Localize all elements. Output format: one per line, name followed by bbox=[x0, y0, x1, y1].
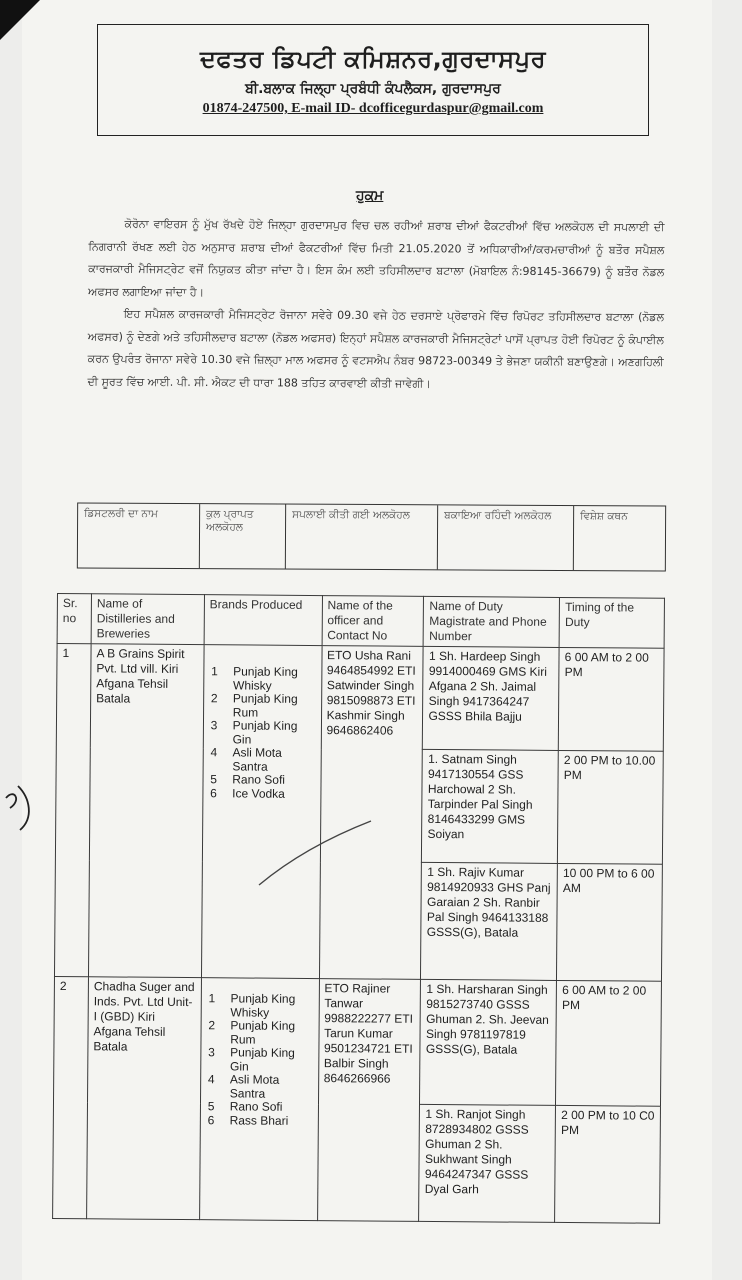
table-row bbox=[54, 976, 662, 1106]
office-address: ਬੀ.ਬਲਾਕ ਜਿਲ੍ਹਾ ਪ੍ਰਬੰਧੀ ਕੰਪਲੈਕਸ, ਗੁਰਦਾਸਪੁਰ bbox=[245, 81, 501, 97]
row1-shift3-magistrate: 1 Sh. Rajiv Kumar 9814920933 GHS Panj Garaian 2 Sh. Ranbir Pal Singh 9464133188 GSSS(G), Batala bbox=[421, 862, 558, 980]
row1-name: A B Grains Spirit Pvt. Ltd vill. Kiri Afgana Tehsil Batala bbox=[88, 644, 203, 978]
proforma-col-supplied: ਸਪਲਾਈ ਕੀਤੀ ਗਈ ਅਲਕੋਹਲ bbox=[286, 505, 438, 570]
proforma-table bbox=[77, 502, 666, 571]
table-header-row bbox=[57, 594, 664, 649]
table-row bbox=[56, 644, 664, 752]
office-title: ਦਫਤਰ ਡਿਪਟੀ ਕਮਿਸ਼ਨਰ,ਗੁਰਦਾਸਪੁਰ bbox=[200, 45, 546, 73]
row2-shift2-timing: 2 00 PM to 10 C0 PM bbox=[555, 1105, 661, 1223]
row1-shift2-magistrate: 1. Satnam Singh 9417130554 GSS Harchowal 2 Sh. Tarpinder Pal Singh 8146433299 GMS Soiyan bbox=[422, 749, 559, 863]
pen-stroke-icon bbox=[255, 815, 375, 890]
header-brands: Brands Produced bbox=[204, 595, 322, 646]
row2-sr: 2 bbox=[53, 976, 89, 1218]
list-item: 4 Asli Mota Santra bbox=[210, 745, 282, 774]
order-text bbox=[87, 213, 664, 397]
handwritten-mark-icon bbox=[0, 778, 44, 838]
list-item: 3 Punjab King Gin bbox=[210, 718, 298, 747]
row1-shift2-timing: 2 00 PM to 10.00 PM bbox=[558, 750, 664, 864]
row1-brands bbox=[201, 645, 321, 979]
header-officer: Name of the officer and Contact No bbox=[322, 596, 424, 647]
row1-shift3-timing: 10 00 PM to 6 00 AM bbox=[557, 863, 663, 981]
header-sr: Sr. no bbox=[57, 594, 91, 644]
order-heading: ਹੁਕਮ bbox=[356, 188, 384, 204]
row2-shift1-timing: 6 00 AM to 2 00 PM bbox=[556, 980, 662, 1106]
office-contact: 01874-247500, E-mail ID- dcofficegurdaspur@gmail.com bbox=[202, 101, 544, 116]
list-item: 2 Punjab King Rum bbox=[210, 691, 298, 720]
order-paragraph-1: ਕੋਰੋਨਾ ਵਾਇਰਸ ਨੂੰ ਮੁੱਖ ਰੱਖਦੇ ਹੋਏ ਜਿਲ੍ਹਾ ਗੁਰਦਾਸਪੁਰ ਵਿਚ ਚਲ ਰਹੀਆਂ ਸ਼ਰਾਬ ਦੀਆਂ ਫੈਕਟਰੀਆਂ ਵਿੱਚ ਅਲਕੋਹਲ ਦੀ ਸਪਲਾਈ ਦੀ ਨਿਗਰਾਨੀ ਰੱਖਣ ਲਈ ਹੇਠ ਅਨੁਸਾਰ ਸ਼ਰਾਬ ਦੀਆਂ ਫੈਕਟਰੀਆਂ ਵਿੱਚ ਮਿਤੀ 21.05.2020 ਤੋਂ ਅਧਿਕਾਰੀਆਂ/ਕਰਮਚਾਰੀਆਂ ਨੂੰ ਬਤੌਰ ਸਪੈਸ਼ਲ ਕਾਰਜਕਾਰੀ ਮੈਜਿਸਟ੍ਰੇਟ ਵਜੋਂ ਨਿਯੁਕਤ ਕੀਤਾ ਜਾਂਦਾ ਹੈ। ਇਸ ਕੰਮ ਲਈ ਤਹਿਸੀਲਦਾਰ ਬਟਾਲਾ (ਮੋਬਾਇਲ ਨੰ:98145-36679) ਨੂੰ ਬਤੌਰ ਨੋਡਲ ਅਫਸਰ ਲਗਾਇਆ ਜਾਂਦਾ ਹੈ। bbox=[88, 217, 665, 299]
proforma-col-balance: ਬਕਾਇਆ ਰਹਿੰਦੀ ਅਲਕੋਹਲ bbox=[438, 505, 574, 570]
list-item: 6 Rass Bhari bbox=[207, 1112, 289, 1128]
row2-name: Chadha Suger and Inds. Pvt. Ltd Unit-I (GBD) Kiri Afgana Tehsil Batala bbox=[87, 977, 202, 1220]
list-item: 4 Asli Mota Santra bbox=[207, 1072, 280, 1101]
dark-corner bbox=[0, 0, 40, 40]
list-item: 3 Punjab King Gin bbox=[208, 1045, 295, 1074]
duty-table bbox=[52, 593, 665, 1224]
list-item: 1 Punjab King Whisky bbox=[208, 991, 296, 1020]
list-item: 5 Rano Sofi bbox=[207, 1099, 283, 1114]
row1-shift1-timing: 6 00 AM to 2 00 PM bbox=[558, 647, 664, 751]
header-timing: Timing of the Duty bbox=[559, 597, 664, 648]
list-item: 5 Rano Sofi bbox=[210, 772, 286, 787]
row2-shift1-magistrate: 1 Sh. Harsharan Singh 9815273740 GSSS Ghuman 2. Sh. Jeevan Singh 9781197819 GSSS(G), Batala bbox=[420, 979, 557, 1105]
order-paragraph-2: ਇਹ ਸਪੈਸ਼ਲ ਕਾਰਜਕਾਰੀ ਮੈਜਿਸਟ੍ਰੇਟ ਰੋਜਾਨਾ ਸਵੇਰੇ 09.30 ਵਜੇ ਹੇਠ ਦਰਸਾਏ ਪ੍ਰੋਫਾਰਮੇ ਵਿੱਚ ਰਿਪੋਰਟ ਤਹਿਸੀਲਦਾਰ ਬਟਾਲਾ (ਨੋਡਲ ਅਫਸਰ) ਨੂੰ ਦੇਣਗੇ ਅਤੇ ਤਹਿਸੀਲਦਾਰ ਬਟਾਲਾ (ਨੋਡਲ ਅਫਸਰ) ਇਨ੍ਹਾਂ ਸਪੈਸ਼ਲ ਕਾਰਜਕਾਰੀ ਮੈਜਿਸਟ੍ਰੇਟਾਂ ਪਾਸੋਂ ਪ੍ਰਾਪਤ ਹੋਈ ਰਿਪੋਰਟ ਨੂੰ ਕੰਪਾਈਲ ਕਰਨ ਉਪਰੰਤ ਰੋਜਾਨਾ ਸਵੇਰੇ 10.30 ਵਜੇ ਜ਼ਿਲ੍ਹਾ ਮਾਲ ਅਫਸਰ ਨੂੰ ਵਟਸਐਪ ਨੰਬਰ 98723-00349 ਤੇ ਭੇਜਣਾ ਯਕੀਨੀ ਬਣਾਉਣਗੇ। ਅਣਗਹਿਲੀ ਦੀ ਸੂਰਤ ਵਿੱਚ ਆਈ. ਪੀ. ਸੀ. ਐਕਟ ਦੀ ਧਾਰਾ 188 ਤਹਿਤ ਕਾਰਵਾਈ ਕੀਤੀ ਜਾਵੇਗੀ। bbox=[87, 307, 664, 390]
list-item: 6 Ice Vodka bbox=[210, 785, 285, 801]
letterhead bbox=[97, 24, 649, 136]
proforma-col-distillery: ਡਿਸਟਲਰੀ ਦਾ ਨਾਮ bbox=[78, 503, 200, 568]
proforma-col-remarks: ਵਿਸ਼ੇਸ਼ ਕਥਨ bbox=[580, 510, 628, 523]
header-name: Name of Distilleries and Breweries bbox=[91, 594, 204, 645]
row2-brands bbox=[199, 978, 319, 1221]
header-magistrate: Name of Duty Magistrate and Phone Number bbox=[424, 596, 560, 647]
row2-shift2-magistrate: 1 Sh. Ranjot Singh 8728934802 GSSS Ghuman 2 Sh. Sukhwant Singh 9464247347 GSSS Dyal Garh bbox=[419, 1104, 556, 1222]
row1-officer: ETO Usha Rani 9464854992 ETI Satwinder Singh 9815098873 ETI Kashmir Singh 9646862406 bbox=[319, 646, 424, 980]
list-item: 2 Punjab King Rum bbox=[208, 1018, 296, 1047]
row1-sr: 1 bbox=[54, 644, 91, 977]
proforma-col-received: ਕੁਲ ਪ੍ਰਾਪਤ ਅਲਕੋਹਲ bbox=[200, 504, 286, 568]
row1-shift1-magistrate: 1 Sh. Hardeep Singh 9914000469 GMS Kiri Afgana 2 Sh. Jaimal Singh 9417364247 GSSS Bhila Bajju bbox=[423, 646, 560, 750]
row2-officer: ETO Rajiner Tanwar 9988222277 ETI Tarun Kumar 9501234721 ETI Balbir Singh 8646266966 bbox=[317, 979, 421, 1222]
list-item: 1 Punjab King Whisky bbox=[211, 664, 298, 693]
